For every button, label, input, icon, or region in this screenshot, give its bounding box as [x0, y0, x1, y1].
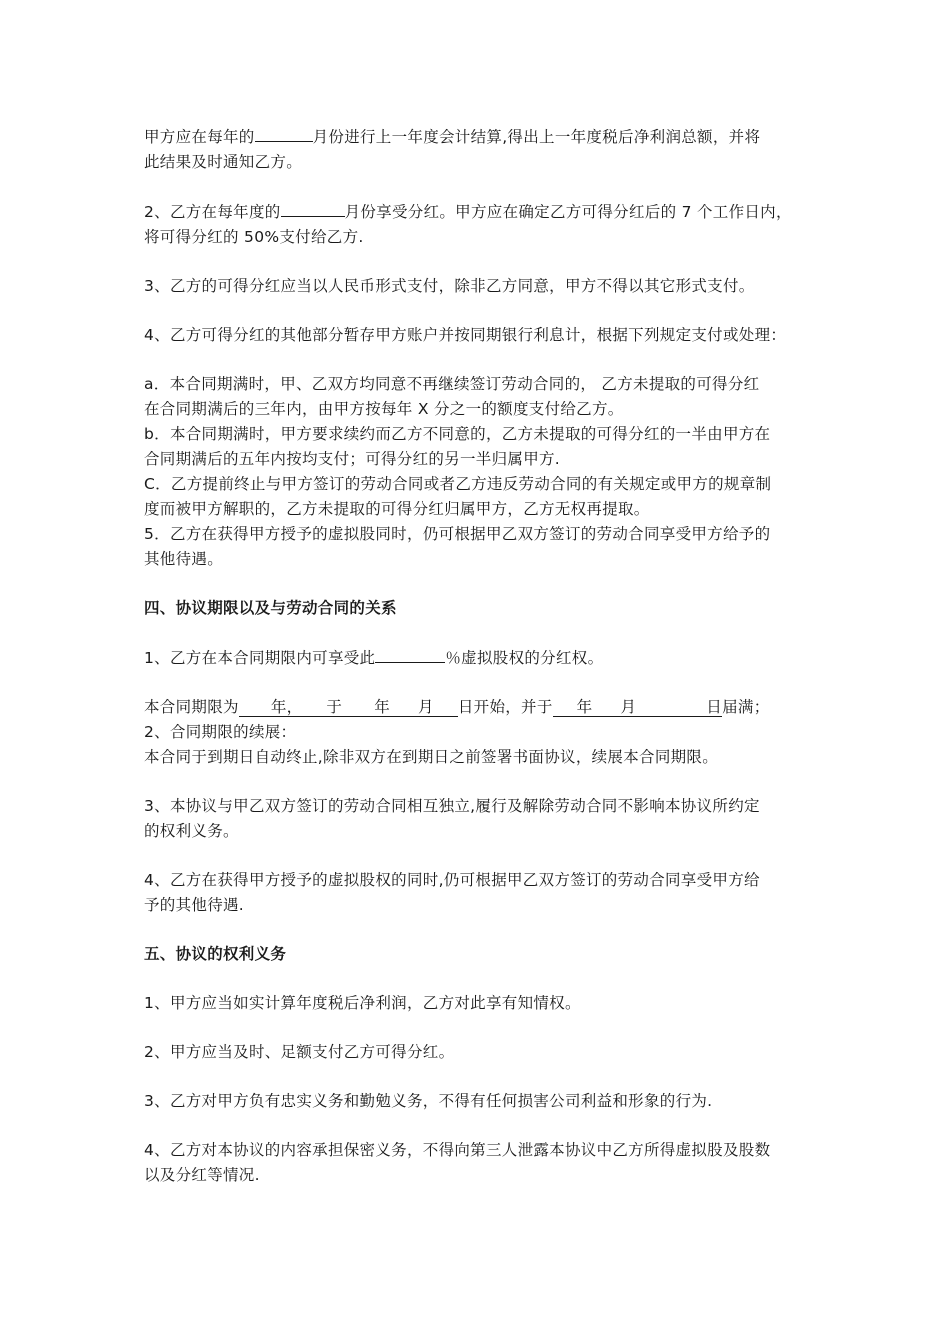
- paragraph-line: C．乙方提前终止与甲方签订的劳动合同或者乙方违反劳动合同的有关规定或甲方的规章制: [144, 475, 772, 493]
- text-span: 年，: [270, 698, 303, 716]
- text-span: 日开始，并于: [457, 698, 553, 716]
- blank-field: [390, 695, 418, 712]
- paragraph-line: 其他待遇。: [144, 550, 224, 568]
- document-page: [144, 124, 824, 1188]
- paragraph-line: 的权利义务。: [144, 822, 239, 840]
- text-span: 年: [374, 698, 391, 716]
- blank-field: [281, 199, 345, 217]
- paragraph-line: [144, 124, 824, 150]
- paragraph-line: 本合同于到期日自动终止,除非双方在到期日之前签署书面协议，续展本合同期限。: [144, 748, 719, 766]
- section-heading: 四、协议期限以及与劳动合同的关系: [144, 599, 397, 617]
- paragraph-line: 4、乙方可得分红的其他部分暂存甲方账户并按同期银行利息计，根据下列规定支付或处理：: [144, 326, 787, 344]
- paragraph-line: [144, 199, 824, 225]
- blank-field: [375, 645, 445, 663]
- paragraph-line: 1、甲方应当如实计算年度税后净利润，乙方对此享有知情权。: [144, 994, 581, 1012]
- paragraph-line: 度而被甲方解职的，乙方未提取的可得分红归属甲方，乙方无权再提取。: [144, 500, 650, 518]
- paragraph-line: 3、乙方对甲方负有忠实义务和勤勉义务，不得有任何损害公司利益和形象的行为.: [144, 1092, 713, 1110]
- text-span: 月份享受分红。甲方应在确定乙方可得分红后的 7 个工作日内，: [344, 203, 792, 221]
- text-span: 届满；: [722, 698, 770, 716]
- paragraph-line: 2、甲方应当及时、足额支付乙方可得分红。: [144, 1043, 455, 1061]
- text-span: ％虚拟股权的分红权。: [445, 649, 604, 667]
- paragraph-line: b．本合同期满时，甲方要求续约而乙方不同意的，乙方未提取的可得分红的一半由甲方在: [144, 425, 771, 443]
- paragraph-line: 4、乙方在获得甲方授予的虚拟股权的同时,仍可根据甲乙双方签订的劳动合同享受甲方给: [144, 871, 760, 889]
- paragraph-line: 以及分红等情况.: [144, 1166, 260, 1184]
- section-heading: 五、协议的权利义务: [144, 945, 287, 963]
- text-span: 月: [620, 698, 637, 716]
- text-span: 于: [326, 698, 343, 716]
- date-field: [239, 698, 458, 717]
- date-field: [553, 698, 722, 717]
- paragraph-line: 予的其他待遇.: [144, 896, 245, 914]
- paragraph-line: 2、合同期限的续展：: [144, 723, 297, 741]
- blank-field: [553, 695, 577, 712]
- paragraph-line: 4、乙方对本协议的内容承担保密义务，不得向第三人泄露本协议中乙方所得虚拟股及股数: [144, 1141, 771, 1159]
- blank-field: [434, 695, 458, 712]
- paragraph-line: 3、乙方的可得分红应当以人民币形式支付，除非乙方同意，甲方不得以其它形式支付。: [144, 277, 755, 295]
- blank-field: [592, 695, 620, 712]
- blank-field: [255, 124, 313, 142]
- text-span: 日: [706, 698, 723, 716]
- paragraph-line: 3、本协议与甲乙双方签订的劳动合同相互独立,履行及解除劳动合同不影响本协议所约定: [144, 797, 760, 815]
- paragraph-line: a．本合同期满时，甲、乙双方均同意不再继续签订劳动合同的， 乙方未提取的可得分红: [144, 375, 760, 393]
- text-span: 本合同期限为: [144, 698, 239, 716]
- paragraph-line: 在合同期满后的三年内，由甲方按每年 X 分之一的额度支付给乙方。: [144, 400, 624, 418]
- text-span: 2、乙方在每年度的: [144, 203, 281, 221]
- text-span: 年: [576, 698, 593, 716]
- blank-field: [342, 695, 374, 712]
- text-span: 月份进行上一年度会计结算,得出上一年度税后净利润总额，并将: [312, 128, 761, 146]
- paragraph-line: 此结果及时通知乙方。: [144, 153, 303, 171]
- blank-field: [302, 695, 326, 712]
- text-span: 甲方应在每年的: [144, 128, 255, 146]
- blank-field: [239, 695, 271, 712]
- text-span: 1、乙方在本合同期限内可享受此: [144, 649, 376, 667]
- paragraph-line: [144, 645, 824, 671]
- blank-field: [636, 695, 706, 712]
- text-span: 月: [418, 698, 434, 716]
- paragraph-line: 合同期满后的五年内按均支付；可得分红的另一半归属甲方.: [144, 450, 561, 468]
- paragraph-line: 将可得分红的 50%支付给乙方.: [144, 228, 364, 246]
- paragraph-line: [144, 695, 824, 720]
- paragraph-line: 5．乙方在获得甲方授予的虚拟股同时，仍可根据甲乙双方签订的劳动合同享受甲方给予的: [144, 525, 771, 543]
